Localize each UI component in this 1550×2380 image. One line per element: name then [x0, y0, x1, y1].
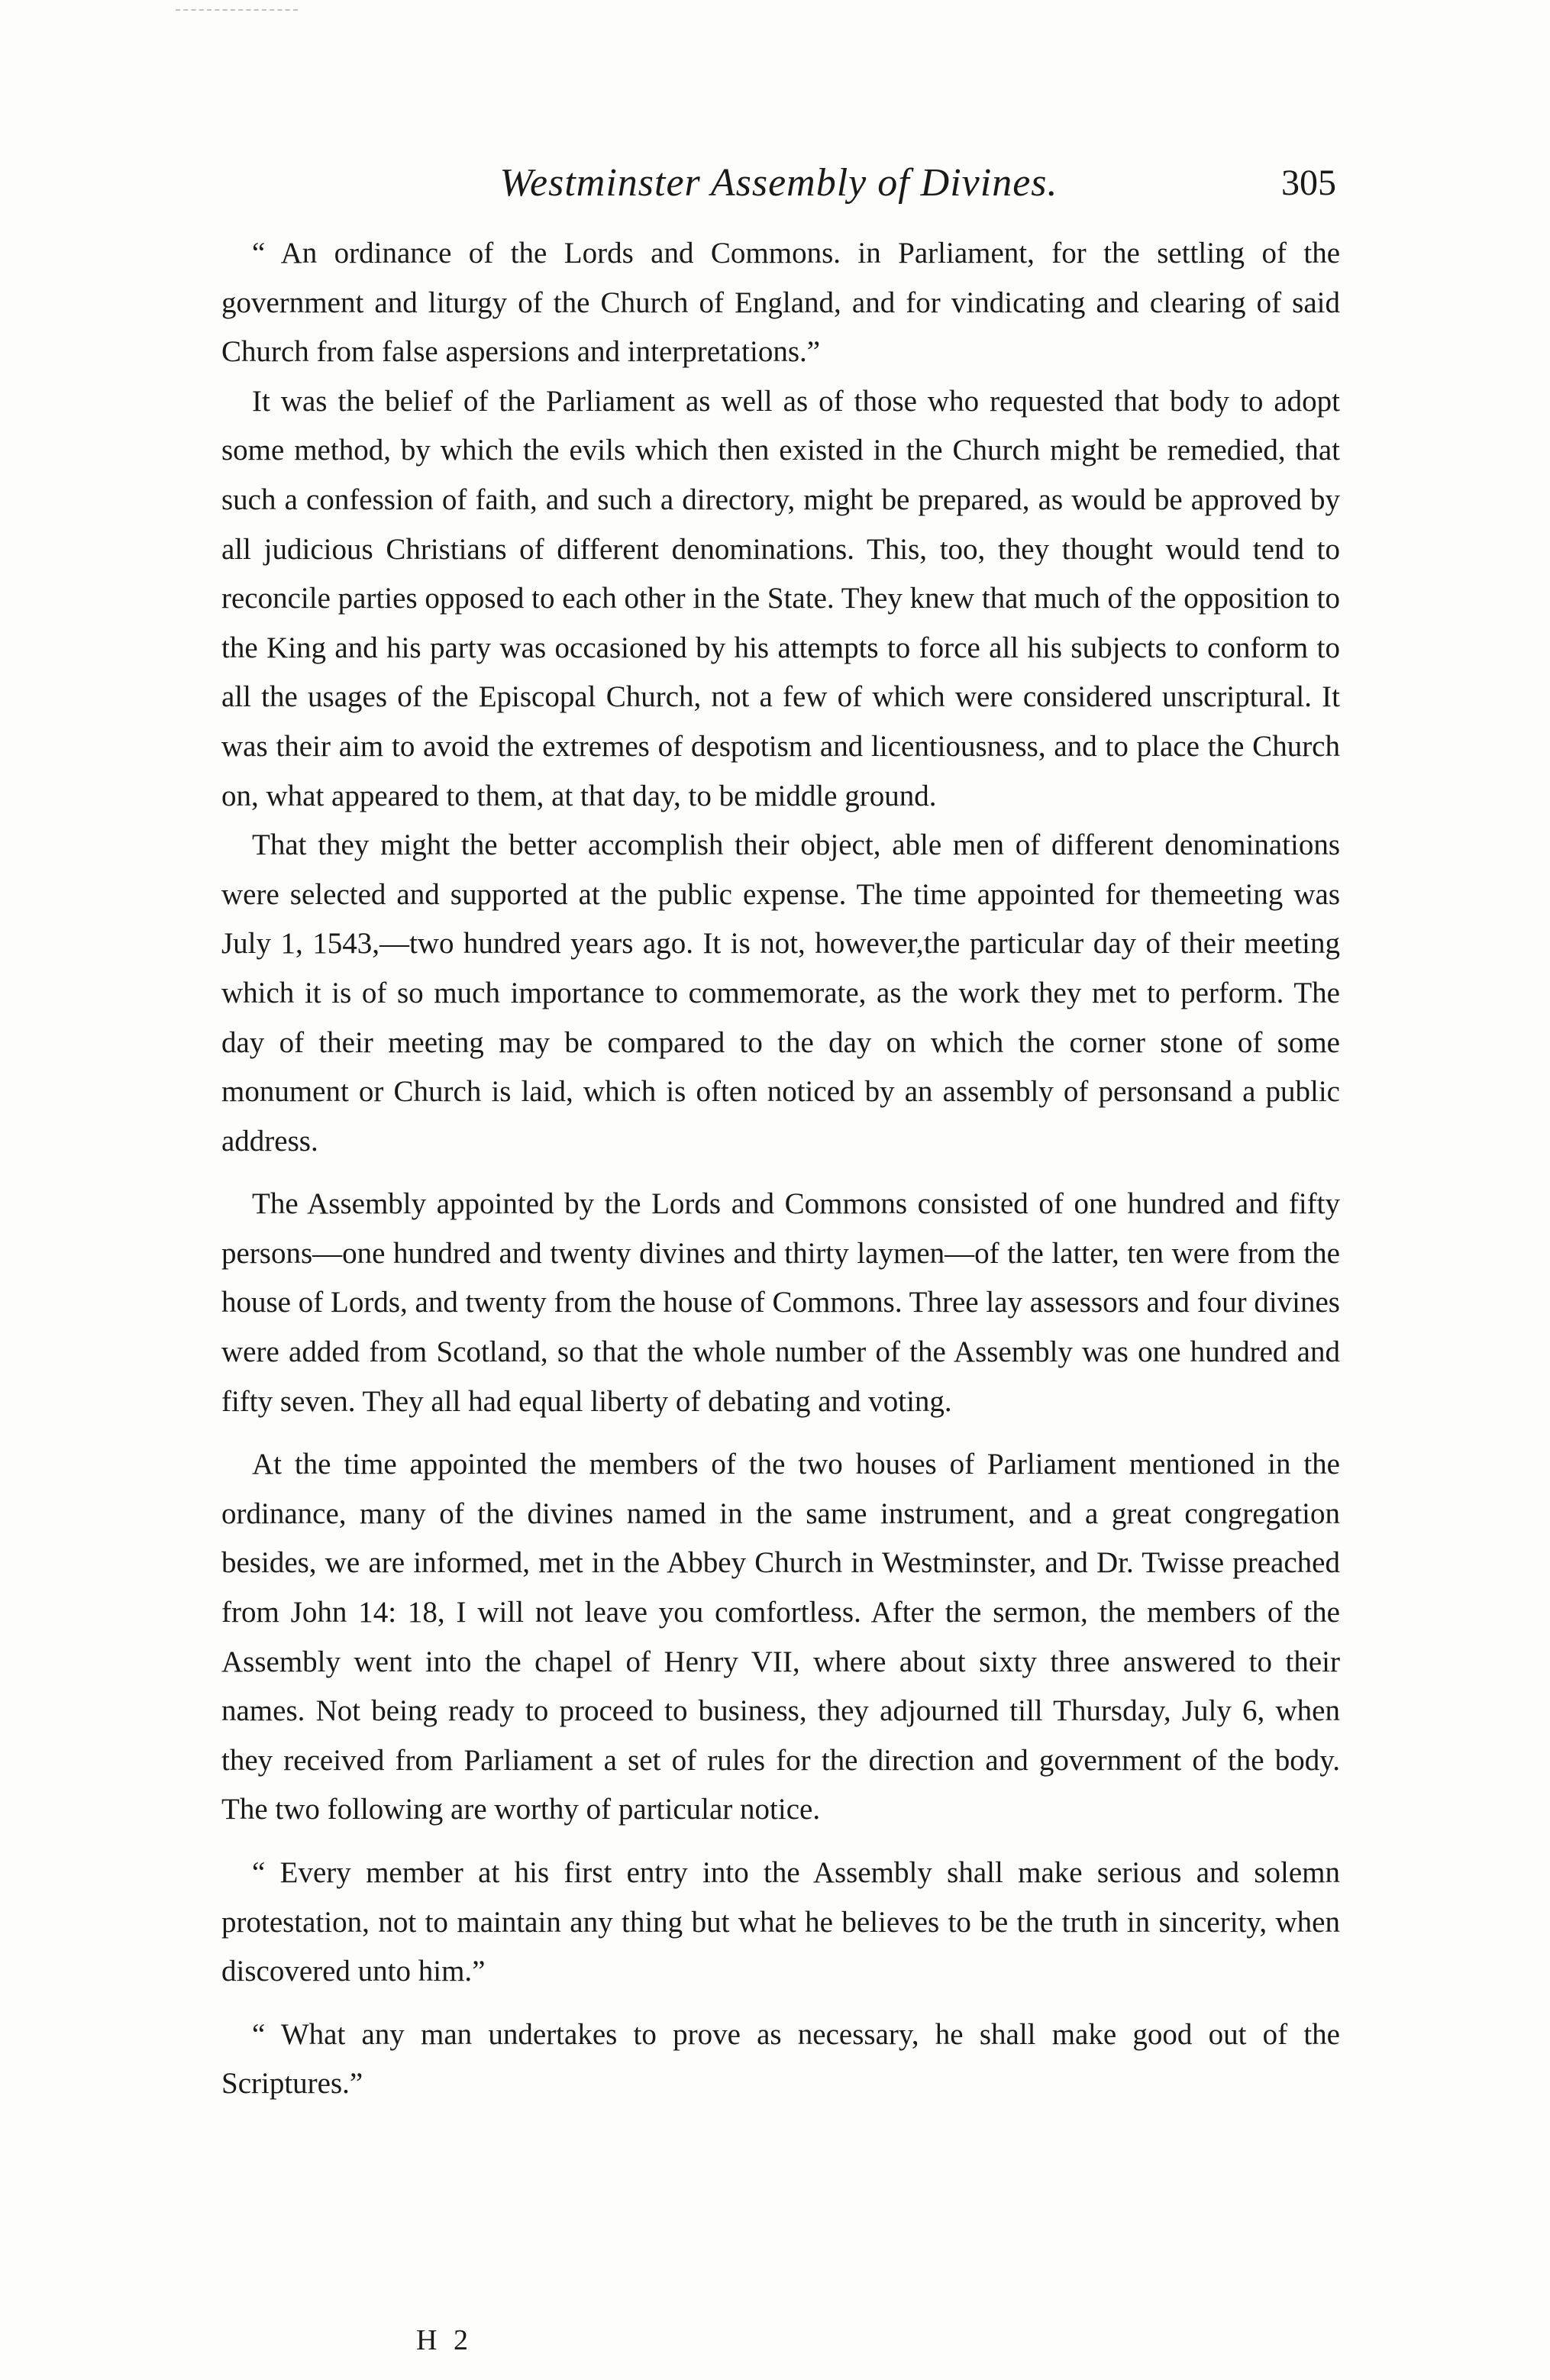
body-text: [221, 229, 1340, 2109]
paragraph-rule-two: “ What any man undertakes to prove as necessary, he shall make good out of the Scriptures.”: [221, 2017, 1340, 2101]
paragraph-first-meeting: At the time appointed the members of the two houses of Parliament mentioned in the ordinance, many of the divines named in the same instrument, and a great congregation besides, we are informed, met in the Abbey Church in Westminster, and Dr. Twisse preached from John 14: 18, I will not leave you comfortless. After the sermon, the members of the Assembly went into the chapel of Henry VII, where about sixty three answered to their names. Not being ready to proceed to business, they adjourned till Thursday, July 6, when they received from Parliament a set of rules for the direction and government of the body. The two following are worthy of particular notice.: [221, 1448, 1340, 1826]
paragraph-ordinance-title: “ An ordinance of the Lords and Commons. in Parliament, for the settling of the government and liturgy of the Church of England, and for vindicating and clearing of said Church from false aspersions and interpretations.”: [221, 237, 1340, 369]
running-title: Westminster Assembly of Divines.: [499, 161, 1058, 205]
page-header: [221, 157, 1336, 210]
paragraph-meeting-time: That they might the better accomplish their object, able men of different denominations were selected and supported at the public expense. The time appointed for themeeting was July 1, 1543,—two hundred years ago. It is not, however,the particular day of their meeting which it is of so much importance to commemorate, as the work they met to perform. The day of their meeting may be compared to the day on which the corner stone of some monument or Church is laid, which is often noticed by an assembly of personsand a public address.: [221, 828, 1340, 1158]
signature-mark: H 2: [416, 2324, 473, 2356]
page-number: 305: [1281, 163, 1336, 203]
scan-artifact: [176, 9, 298, 15]
paragraph-parliament-belief: It was the belief of the Parliament as well as of those who requested that body to adopt some method, by which the evils which then existed in the Church might be remedied, that such a confession of faith, and such a directory, might be prepared, as would be approved by all judicious Christians of different denominations. This, too, they thought would tend to reconcile parties opposed to each other in the State. They knew that much of the opposition to the King and his party was occasioned by his attempts to force all his subjects to conform to all the usages of the Episcopal Church, not a few of which were considered unscriptural. It was their aim to avoid the extremes of despotism and licentiousness, and to place the Church on, what appeared to them, at that day, to be middle ground.: [221, 384, 1340, 812]
paragraph-rule-one: “ Every member at his first entry into the Assembly shall make serious and solemn protestation, not to maintain any thing but what he believes to be the truth in sincerity, when discovered unto him.”: [221, 1856, 1340, 1988]
paragraph-assembly-composition: The Assembly appointed by the Lords and Commons consisted of one hundred and fifty persons—one hundred and twenty divines and thirty laymen—of the latter, ten were from the house of Lords, and twenty from the house of Commons. Three lay assessors and four divines were added from Scotland, so that the whole number of the Assembly was one hundred and fifty seven. They all had equal liberty of debating and voting.: [221, 1187, 1340, 1418]
